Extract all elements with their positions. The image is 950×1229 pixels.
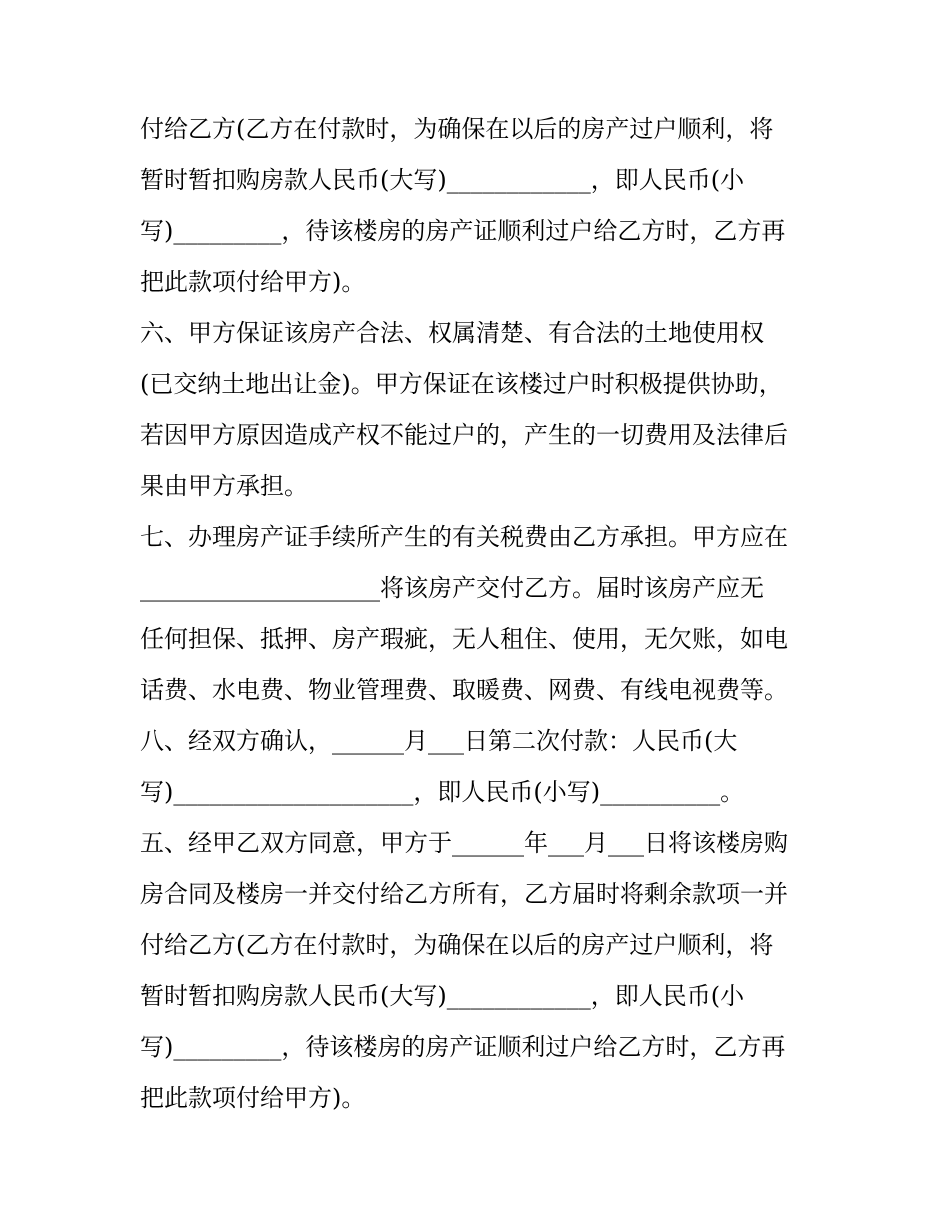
text-line: ____________________将该房产交付乙方。届时该房产应无 [140,574,764,602]
contract-text-body [140,104,820,1124]
text-line: 暂时暂扣购房款人民币(大写)____________，即人民币(小 [140,982,745,1010]
text-line: 若因甲方原因造成产权不能过户的，产生的一切费用及法律后 [140,421,788,449]
text-line: 话费、水电费、物业管理费、取暖费、网费、有线电视费等。 [140,676,788,704]
clause-six-line: 六、甲方保证该房产合法、权属清楚、有合法的土地使用权 [140,319,764,347]
text-line: 付给乙方(乙方在付款时，为确保在以后的房产过户顺利，将 [140,115,774,143]
text-line: 付给乙方(乙方在付款时，为确保在以后的房产过户顺利，将 [140,931,774,959]
clause-five-line: 五、经甲乙双方同意，甲方于______年___月___日将该楼房购 [140,829,788,857]
text-line: 暂时暂扣购房款人民币(大写)____________，即人民币(小 [140,166,745,194]
text-line: 把此款项付给甲方)。 [140,1084,366,1112]
text-line: 任何担保、抵押、房产瑕疵，无人租住、使用，无欠账，如电 [140,625,788,653]
clause-seven-line: 七、办理房产证手续所产生的有关税费由乙方承担。甲方应在 [140,523,788,551]
clause-eight-line: 八、经双方确认，______月___日第二次付款：人民币(大 [140,727,738,755]
text-line: 把此款项付给甲方)。 [140,268,366,296]
text-line: 房合同及楼房一并交付给乙方所有，乙方届时将剩余款项一并 [140,880,788,908]
text-line: 果由甲方承担。 [140,472,308,500]
text-line: 写)_________，待该楼房的房产证顺利过户给乙方时，乙方再 [140,1033,786,1061]
text-line: 写)____________________，即人民币(小写)__________。 [140,778,745,806]
text-line: (已交纳土地出让金)。甲方保证在该楼过户时积极提供协助， [140,370,783,398]
text-line: 写)_________，待该楼房的房产证顺利过户给乙方时，乙方再 [140,217,786,245]
